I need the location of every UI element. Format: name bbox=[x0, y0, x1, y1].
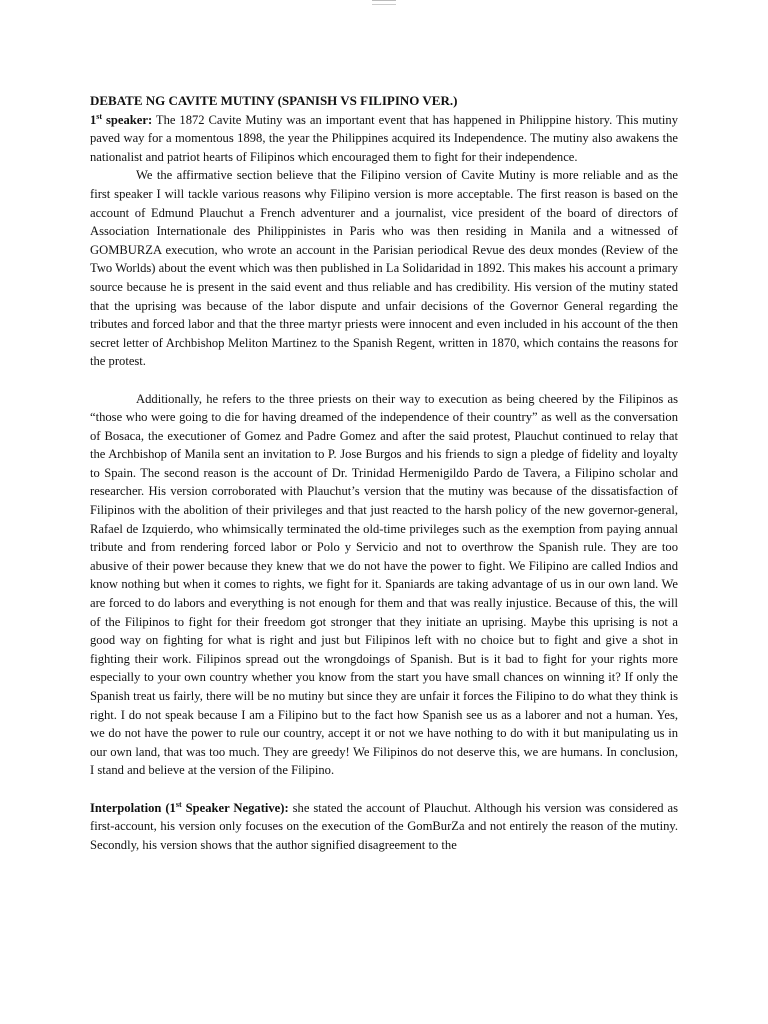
speaker1-label bbox=[90, 113, 152, 127]
speaker1-label-sup: st bbox=[96, 111, 103, 121]
interpolation-label-a: Interpolation (1 bbox=[90, 800, 176, 815]
page-top-mark bbox=[372, 0, 396, 5]
interpolation-text: she stated the account of Plauchut. Although his version was considered as first-account, his version only focuses on the execution of the GomBurZa and not entirely the reason of the mutiny. Secondly, his version shows that the author signified disagreement to the bbox=[90, 800, 679, 852]
speaker1-intro-text: The 1872 Cavite Mutiny was an important event that has happened in Philippine history. This mutiny paved way for a momentous 1898, the year the Philippines acquired its Independence. The mutiny also awakens the nationalist and patriot hearts of Filipinos which encouraged them to fight for their independence. bbox=[90, 112, 678, 164]
paragraph-3: Additionally, he refers to the three priests on their way to execution as being cheered by the Filipinos as “those who were going to die for having dreamed of the independence of their country” as well as the conversation of Bosaca, the executioner of Gomez and Padre Gomez and after the said protest, Plauchut continued to relay that the Archbishop of Manila sent an invitation to P. Jose Burgos and his friends to sign a pledge of fidelity and loyalty to Spain. The second reason is the account of Dr. Trinidad Hermenigildo Pardo de Tavera, a Filipino scholar and researcher. His version corroborated with Plauchut’s version that the mutiny was because of the dissatisfaction of Filipinos with the abolition of their privileges and that just reacted to the harsh policy of the new governor-general, Rafael de Izquierdo, who whimsically terminated the old-time privileges such as the exemption from paying annual tribute and from rendering forced labor or Polo y Servicio and not to overthrow the Spanish rule. They are too abusive of their power because they knew that we do not have the power to fight. We Filipino are called Indios and know nothing but when it comes to rights, we fight for it. Spaniards are taking advantage of us in our own land. We are forced to do labors and everything is not enough for them and that was really injustice. Because of this, the will of the Filipinos to fight for their freedom got stronger that they initiate an uprising. Maybe this uprising is not a good way on fighting for what is right and just but Filipinos left with no choice but to fight and give a shot in fighting their work. Filipinos spread out the wrongdoings of Spanish. But is it bad to fight for your rights more especially to your own country whether you know from the start you have small chances on winning it? If only the Spanish treat us fairly, there will be no mutiny but since they are unfair it forces the Filipino to do what they think is right. I do not speak because I am a Filipino but to the fact how Spanish see us as a laborer and not a human. Yes, we do not have the power to rule our country, accept it or not we have nothing to do with it but manipulating us in our own land, that was too much. They are greedy! We Filipinos do not deserve this, we are humans. In conclusion, I stand and believe at the version of the Filipino. bbox=[90, 391, 678, 778]
interpolation-label-b: Speaker Negative): bbox=[181, 800, 289, 815]
document-title: DEBATE NG CAVITE MUTINY (SPANISH VS FILIPINO VER.) bbox=[90, 93, 458, 108]
interpolation-label-sup: st bbox=[175, 799, 182, 809]
interpolation-label bbox=[90, 801, 289, 815]
speaker1-label-num: 1 bbox=[90, 112, 97, 127]
speaker1-intro-paragraph bbox=[90, 111, 678, 167]
interpolation-paragraph bbox=[90, 799, 678, 855]
speaker1-label-rest: speaker: bbox=[102, 112, 153, 127]
paragraph-2: We the affirmative section believe that the Filipino version of Cavite Mutiny is more reliable and as the first speaker I will tackle various reasons why Filipino version is more acceptable. The first reason is based on the account of Edmund Plauchut a French adventurer and a journalist, vice president of the board of directors of Association Internationale des Philippinistes in Paris who was then residing in Manila and a witnessed of GOMBURZA execution, who wrote an account in the Parisian periodical Revue des deux mondes (Review of the Two Worlds) about the event which was then published in La Solidaridad in 1892. This makes his account a primary source because he is present in the said event and thus reliable and has credibility. His version of the mutiny stated that the uprising was because of the labor dispute and unfair decisions of the Governor General regarding the tributes and forced labor and that the three martyr priests were innocent and even included in his account of the then secret letter of Archbishop Meliton Martinez to the Spanish Regent, written in 1870, which contains the reasons for the protest. bbox=[90, 168, 678, 369]
